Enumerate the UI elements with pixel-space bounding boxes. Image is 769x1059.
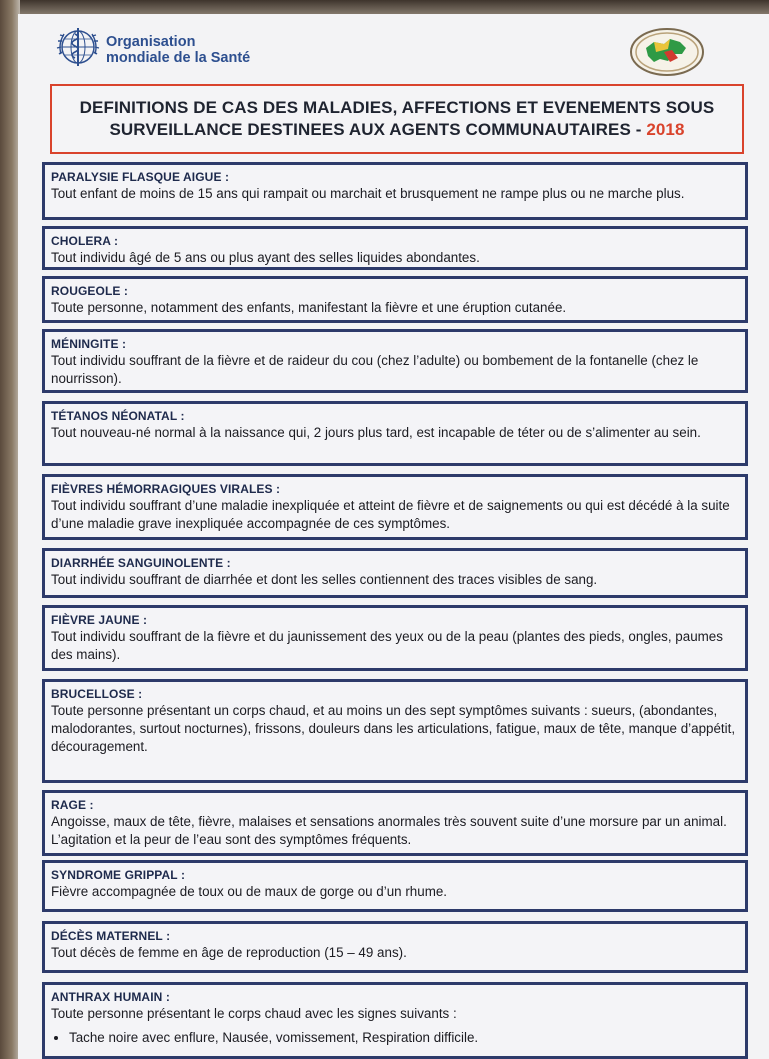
definition-diarrhee-sanguinolente bbox=[42, 548, 748, 598]
definition-heading: DÉCÈS MATERNEL : bbox=[51, 929, 171, 943]
definition-text: Tout individu âgé de 5 ans ou plus ayant des selles liquides abondantes. bbox=[51, 250, 480, 265]
definition-fievre-jaune bbox=[42, 605, 748, 671]
title-year: 2018 bbox=[646, 120, 685, 139]
definition-text: Tout individu souffrant de la fièvre et de raideur du cou (chez l’adulte) ou bombement de la fontanelle (chez le nourrisson). bbox=[51, 353, 699, 386]
page-title bbox=[52, 97, 742, 141]
country-map-emblem-icon bbox=[628, 26, 706, 78]
definition-text: Tout enfant de moins de 15 ans qui rampait ou marchait et brusquement ne rampe plus ou ne marche plus. bbox=[51, 186, 685, 201]
definition-syndrome-grippal bbox=[42, 860, 748, 912]
title-box bbox=[50, 84, 744, 154]
definition-brucellose bbox=[42, 679, 748, 783]
definition-heading: ANTHRAX HUMAIN : bbox=[51, 990, 170, 1004]
definition-text: Toute personne présentant un corps chaud, et au moins un des sept symptômes suivants : sueurs, (abondantes, malodorantes, surtout nocturnes), frissons, douleurs dans les articulations, fatigue, maux de tête, manque d’appétit, découragement. bbox=[51, 703, 736, 754]
definition-heading: BRUCELLOSE : bbox=[51, 687, 143, 701]
definition-text: Tout individu souffrant de la fièvre et du jaunissement des yeux ou de la peau (plantes des pieds, ongles, paumes des mains). bbox=[51, 629, 723, 662]
definition-text: Tout individu souffrant d’une maladie inexpliquée et atteint de fièvre et de saignements ou qui est décédé à la suite d’une maladie grave inexpliquée accompagnée de ces symptômes. bbox=[51, 498, 730, 531]
definition-heading: PARALYSIE FLASQUE AIGUE : bbox=[51, 170, 230, 184]
definition-text: Toute personne, notamment des enfants, manifestant la fièvre et une éruption cutanée. bbox=[51, 300, 567, 315]
definition-paralysie-flasque bbox=[42, 162, 748, 220]
definition-heading: FIÈVRES HÉMORRAGIQUES VIRALES : bbox=[51, 482, 281, 496]
list-item: • Tache noire avec enflure, Nausée, vomissement, Respiration difficile. bbox=[69, 1029, 737, 1047]
poster-sheet bbox=[18, 14, 769, 1059]
definition-text: Angoisse, maux de tête, fièvre, malaises et sensations anormales très souvent suite d’une morsure par un animal. L’agitation et la peur de l’eau sont des symptômes fréquents. bbox=[51, 814, 727, 847]
title-line1: DEFINITIONS DE CAS DES MALADIES, AFFECTIONS ET EVENEMENTS SOUS bbox=[79, 98, 715, 117]
definition-heading: FIÈVRE JAUNE : bbox=[51, 613, 148, 627]
definition-text: Toute personne présentant le corps chaud avec les signes suivants : bbox=[51, 1006, 457, 1021]
definition-heading: DIARRHÉE SANGUINOLENTE : bbox=[51, 556, 231, 570]
who-name-line1: Organisation bbox=[106, 34, 196, 50]
definition-heading: TÉTANOS NÉONATAL : bbox=[51, 409, 185, 423]
definition-text: Fièvre accompagnée de toux ou de maux de gorge ou d’un rhume. bbox=[51, 884, 448, 899]
definition-text: Tout individu souffrant de diarrhée et dont les selles contiennent des traces visibles de sang. bbox=[51, 572, 598, 587]
who-organisation-name bbox=[106, 34, 250, 66]
photo-background-left bbox=[0, 0, 20, 1059]
definition-deces-maternel bbox=[42, 921, 748, 973]
definition-heading: SYNDROME GRIPPAL : bbox=[51, 868, 186, 882]
definition-text: Tout décès de femme en âge de reproduction (15 – 49 ans). bbox=[51, 945, 407, 960]
poster-header bbox=[18, 14, 769, 86]
definition-cholera bbox=[42, 226, 748, 270]
definition-rage bbox=[42, 790, 748, 856]
definition-fievres-hemorragiques bbox=[42, 474, 748, 540]
definition-anthrax-humain bbox=[42, 982, 748, 1059]
who-emblem-icon bbox=[55, 24, 101, 70]
definition-tetanos-neonatal bbox=[42, 401, 748, 466]
definition-heading: ROUGEOLE : bbox=[51, 284, 129, 298]
title-line2 bbox=[52, 119, 742, 141]
definition-meningite bbox=[42, 329, 748, 393]
definition-text: Tout nouveau-né normal à la naissance qui, 2 jours plus tard, est incapable de téter ou de s’alimenter au sein. bbox=[51, 425, 701, 440]
definition-heading: CHOLERA : bbox=[51, 234, 119, 248]
definition-heading: RAGE : bbox=[51, 798, 94, 812]
definition-rougeole bbox=[42, 276, 748, 323]
title-line2-text: SURVEILLANCE DESTINEES AUX AGENTS COMMUNAUTAIRES - bbox=[109, 120, 647, 139]
definition-heading: MÉNINGITE : bbox=[51, 337, 127, 351]
who-name-line2: mondiale de la Santé bbox=[106, 50, 251, 66]
symptom-list bbox=[51, 1029, 737, 1047]
